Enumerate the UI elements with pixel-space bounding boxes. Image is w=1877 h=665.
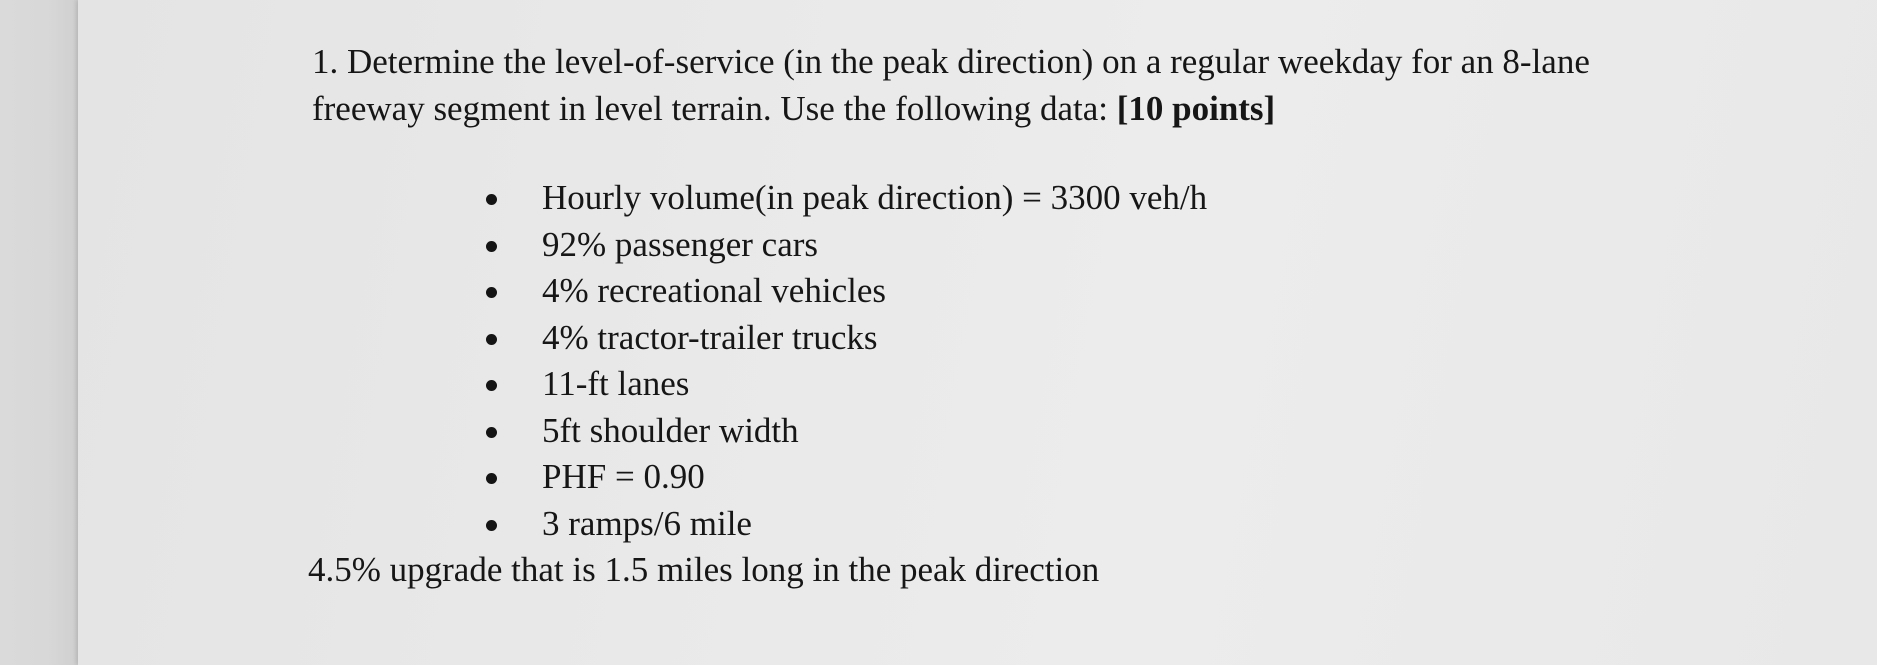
- points-label: [10 points]: [1116, 89, 1276, 128]
- bullet-icon: [486, 241, 497, 252]
- question-text-line-2: freeway segment in level terrain. Use the following data:: [312, 89, 1117, 128]
- bullet-icon: [486, 473, 497, 484]
- upgrade-note: 4.5% upgrade that is 1.5 miles long in the peak direction: [308, 550, 1100, 589]
- list-item-text: 5ft shoulder width: [542, 410, 799, 450]
- bullet-icon: [486, 194, 497, 205]
- question-number: 1.: [312, 42, 339, 81]
- list-item-text: 4% recreational vehicles: [542, 271, 886, 310]
- desk-background: [0, 0, 78, 665]
- list-item-text: 3 ramps/6 mile: [542, 503, 752, 543]
- bullet-icon: [486, 380, 497, 391]
- question-text-line-1: Determine the level-of-service (in the peak direction) on a regular weekday for an 8-lane: [347, 42, 1590, 81]
- list-item-text: Hourly volume(in peak direction) = 3300 veh/h: [542, 178, 1208, 217]
- bullet-icon: [486, 520, 497, 531]
- list-item-text: 92% passenger cars: [542, 224, 819, 264]
- question-line-1: [312, 38, 1590, 85]
- bullet-icon: [486, 287, 497, 298]
- list-item-text: 11-ft lanes: [542, 364, 690, 403]
- list-item-text: PHF = 0.90: [542, 457, 705, 496]
- list-item-text: 4% tractor-trailer trucks: [542, 317, 878, 357]
- bullet-icon: [486, 427, 497, 438]
- bullet-icon: [486, 334, 497, 345]
- question-line-2: [312, 85, 1275, 132]
